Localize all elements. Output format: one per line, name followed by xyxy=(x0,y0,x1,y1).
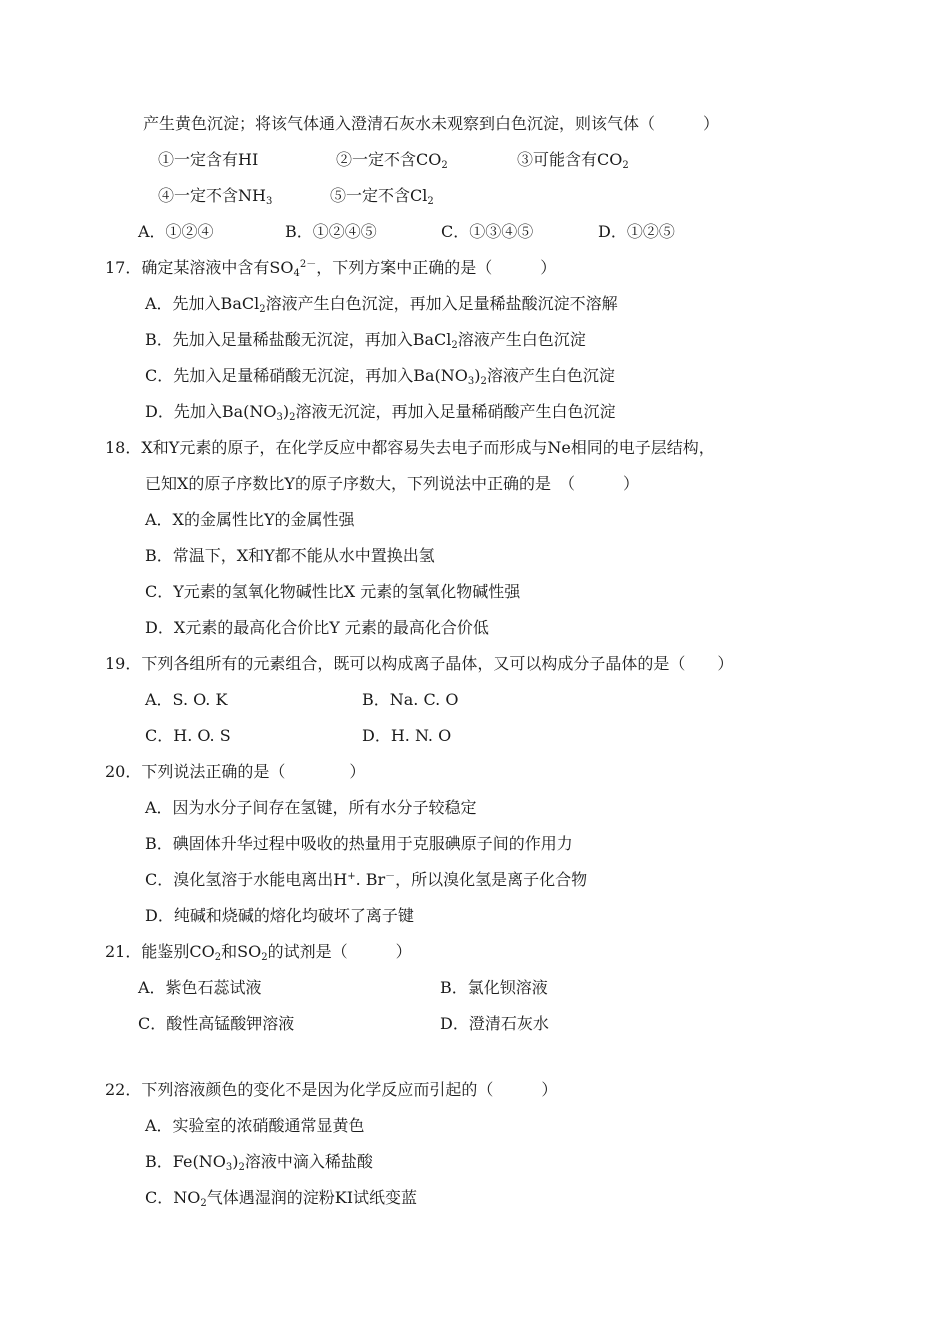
q20-option-a: A．因为水分子间存在氢键，所有水分子较稳定 xyxy=(145,798,477,817)
q22-stem: 22．下列溶液颜色的变化不是因为化学反应而引起的（ ） xyxy=(105,1080,558,1099)
statement-5: ⑤一定不含$Cl_2$ xyxy=(330,186,434,207)
q18-option-b: B．常温下，X和Y都不能从水中置换出氢 xyxy=(145,546,435,565)
q22-option-b: B．$Fe(NO_3)_2$溶液中滴入稀盐酸 xyxy=(145,1152,373,1173)
q18-option-c: C．Y元素的氢氧化物碱性比X 元素的氢氧化物碱性强 xyxy=(145,582,521,601)
q20-option-b: B．碘固体升华过程中吸收的热量用于克服碘原子间的作用力 xyxy=(145,834,573,853)
q18-option-d: D．X元素的最高化合价比Y 元素的最高化合价低 xyxy=(145,618,489,637)
q16-option-c: C．①③④⑤ xyxy=(441,222,534,241)
q19-stem: 19．下列各组所有的元素组合，既可以构成离子晶体，又可以构成分子晶体的是（ ） xyxy=(105,654,734,673)
q19-option-c: C．H. O. S xyxy=(145,726,231,745)
q17-stem: 17．确定某溶液中含有$SO_4^{2-}$，下列方案中正确的是（ ） xyxy=(105,258,557,279)
q17-option-a: A．先加入BaCl$_2$溶液产生白色沉淀，再加入足量稀盐酸沉淀不溶解 xyxy=(145,294,618,315)
q20-stem: 20．下列说法正确的是（ ） xyxy=(105,762,366,781)
statement-3: ③可能含有$CO_2$ xyxy=(517,150,629,171)
q21-stem: 21．能鉴别$CO_2$和$SO_2$的试剂是（ ） xyxy=(105,942,412,963)
q17-option-b: B．先加入足量稀盐酸无沉淀，再加入BaCl$_2$溶液产生白色沉淀 xyxy=(145,330,586,351)
q21-option-c: C．酸性高锰酸钾溶液 xyxy=(138,1014,295,1033)
q17-option-c: C．先加入足量稀硝酸无沉淀，再加入$Ba(NO_3)_2$溶液产生白色沉淀 xyxy=(145,366,615,387)
q16-continued-text: 产生黄色沉淀；将该气体通入澄清石灰水未观察到白色沉淀，则该气体（ ） xyxy=(143,114,720,133)
q22-option-c: C．$NO_2$气体遇湿润的淀粉KI试纸变蓝 xyxy=(145,1188,418,1209)
q20-option-d: D．纯碱和烧碱的熔化均破坏了离子键 xyxy=(145,906,414,925)
statement-4: ④一定不含$NH_3$ xyxy=(158,186,273,207)
q17-option-d: D．先加入$Ba(NO_3)_2$溶液无沉淀，再加入足量稀硝酸产生白色沉淀 xyxy=(145,402,616,423)
q18-stem-line2: 已知X的原子序数比Y的原子序数大，下列说法中正确的是 （ ） xyxy=(145,474,639,493)
q19-option-d: D．H. N. O xyxy=(362,726,452,745)
q18-option-a: A．X的金属性比Y的金属性强 xyxy=(145,510,355,529)
q22-option-a: A．实验室的浓硝酸通常显黄色 xyxy=(145,1116,365,1135)
q19-option-b: B．Na. C. O xyxy=(362,690,459,709)
q21-option-a: A．紫色石蕊试液 xyxy=(138,978,262,997)
q21-option-b: B．氯化钡溶液 xyxy=(440,978,548,997)
q19-option-a: A．S. O. K xyxy=(145,690,228,709)
q18-stem-line1: 18．X和Y元素的原子，在化学反应中都容易失去电子而形成与Ne相同的电子层结构， xyxy=(105,438,715,457)
q16-option-a: A．①②④ xyxy=(138,222,214,241)
q16-option-b: B．①②④⑤ xyxy=(285,222,377,241)
q21-option-d: D．澄清石灰水 xyxy=(440,1014,549,1033)
q16-option-d: D．①②⑤ xyxy=(598,222,675,241)
statement-2: ②一定不含$CO_2$ xyxy=(336,150,448,171)
statement-1: ①一定含有HI xyxy=(158,150,259,169)
q20-option-c: C．溴化氢溶于水能电离出H+. Br－，所以溴化氢是离子化合物 xyxy=(145,870,588,889)
